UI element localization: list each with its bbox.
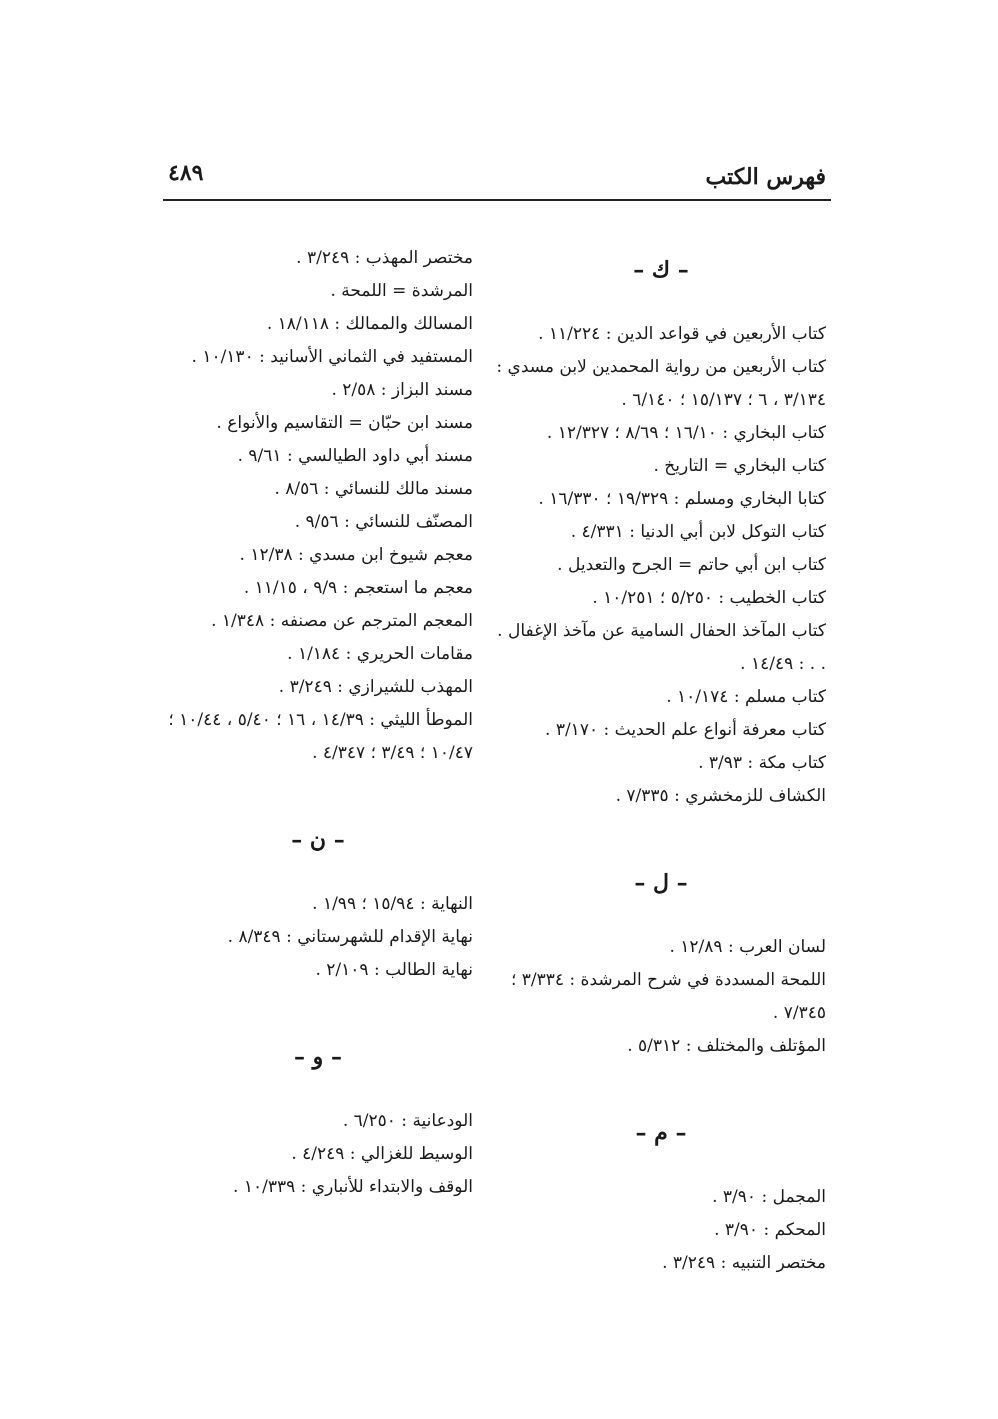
index-entry: المسالك والممالك : ١٨/١١٨ . (266, 314, 473, 334)
index-section (163, 820, 473, 987)
index-section (496, 1113, 826, 1280)
index-entry: المهذب للشيرازي : ٣/٢٤٩ . (278, 677, 473, 697)
index-entry: الودعانية : ٦/٢٥٠ . (342, 1111, 473, 1131)
index-section (496, 250, 826, 813)
index-entry: كتاب التوكل لابن أبي الدنيا : ٤/٣٣١ . (570, 522, 826, 542)
section-gap (163, 770, 473, 820)
section-gap (496, 813, 826, 863)
index-entry: كتاب الخطيب : ٥/٢٥٠ ؛ ١٠/٢٥١ . (592, 588, 826, 608)
index-entry: نهاية الطالب : ٢/١٠٩ . (315, 960, 473, 980)
index-entry: اللمحة المسددة في شرح المرشدة : ٣/٣٣٤ ؛ ٧/٣٤٥ . (510, 970, 826, 1023)
header-rule (163, 199, 831, 201)
index-section (163, 1037, 473, 1204)
index-entry: الوقف والابتداء للأنباري : ١٠/٣٣٩ . (233, 1177, 473, 1197)
index-entry: كتاب البخاري = التاريخ . (653, 456, 826, 476)
index-entry: كتابا البخاري ومسلم : ١٩/٣٢٩ ؛ ١٦/٣٣٠ . (538, 489, 826, 509)
index-entry: المؤتلف والمختلف : ٥/٣١٢ . (627, 1036, 826, 1056)
index-entry: كتاب البخاري : ١٦/١٠ ؛ ٨/٦٩ ؛ ١٢/٣٢٧ . (546, 423, 826, 443)
index-entry: كتاب الأربعين من رواية المحمدين لابن مسدي : ٣/١٣٤ ، ٦ ؛ ١٥/١٣٧ ؛ ٦/١٤٠ . (496, 357, 826, 410)
index-entry: كتاب معرفة أنواع علم الحديث : ٣/١٧٠ . (545, 720, 826, 740)
index-entry: المستفيد في الثماني الأسانيد : ١٠/١٣٠ . (191, 347, 473, 367)
index-column-right (496, 250, 826, 1280)
index-section (163, 242, 473, 770)
running-header-title: فهرس الكتب (705, 164, 826, 190)
index-entry: لسان العرب : ١٢/٨٩ . (669, 937, 826, 957)
index-entry: كتاب المآخذ الحفال السامية عن مآخذ الإغفال . . . : ١٤/٤٩ . (497, 621, 826, 674)
index-entry: الكشاف للزمخشري : ٧/٣٣٥ . (615, 786, 826, 806)
index-section (496, 863, 826, 1063)
index-entry: مقامات الحريري : ١/١٨٤ . (287, 644, 473, 664)
section-gap (163, 987, 473, 1037)
index-entry: الموطأ الليثي : ١٤/٣٩ ، ١٦ ؛ ٥/٤٠ ، ١٠/٤٤ ؛ ١٠/٤٧ ؛ ٣/٤٩ ؛ ٤/٣٤٧ . (168, 710, 473, 763)
index-entry: المجمل : ٣/٩٠ . (712, 1187, 826, 1207)
section-letter-heading: – م – (635, 1120, 687, 1146)
index-entry: مسند البزاز : ٢/٥٨ . (331, 380, 473, 400)
index-entry: كتاب مكة : ٣/٩٣ . (698, 753, 826, 773)
index-entry: الوسيط للغزالي : ٤/٢٤٩ . (291, 1144, 473, 1164)
index-entry: معجم شيوخ ابن مسدي : ١٢/٣٨ . (239, 545, 473, 565)
index-entry: معجم ما استعجم : ٩/٩ ، ١١/١٥ . (243, 578, 473, 598)
index-entry: المصنّف للنسائي : ٩/٥٦ . (294, 512, 473, 532)
index-entry: المرشدة = اللمحة . (330, 281, 473, 301)
section-letter-heading: – ن – (291, 827, 345, 853)
index-entry: مسند ابن حبّان = التقاسيم والأنواع . (216, 413, 473, 433)
section-letter-heading: – و – (294, 1044, 342, 1070)
index-column-left (163, 242, 473, 1204)
index-entry: كتاب مسلم : ١٠/١٧٤ . (666, 687, 826, 707)
index-entry: نهاية الإقدام للشهرستاني : ٨/٣٤٩ . (227, 927, 473, 947)
page-number: ٤٨٩ (168, 160, 204, 186)
section-gap (496, 1063, 826, 1113)
section-letter-heading: – ل – (634, 870, 688, 896)
index-entry: مختصر المهذب : ٣/٢٤٩ . (296, 248, 473, 268)
index-entry: مسند أبي داود الطيالسي : ٩/٦١ . (237, 446, 473, 466)
index-entry: مختصر التنبيه : ٣/٢٤٩ . (662, 1253, 826, 1273)
index-entry: المعجم المترجم عن مصنفه : ١/٣٤٨ . (211, 611, 473, 631)
section-letter-heading: – ك – (633, 257, 689, 283)
index-entry: المحكم : ٣/٩٠ . (714, 1220, 826, 1240)
index-entry: كتاب ابن أبي حاتم = الجرح والتعديل . (557, 555, 826, 575)
index-entry: النهاية : ١٥/٩٤ ؛ ١/٩٩ . (312, 894, 473, 914)
index-entry: مسند مالك للنسائي : ٨/٥٦ . (274, 479, 473, 499)
index-entry: كتاب الأربعين في قواعد الدين : ١١/٢٢٤ . (538, 324, 826, 344)
